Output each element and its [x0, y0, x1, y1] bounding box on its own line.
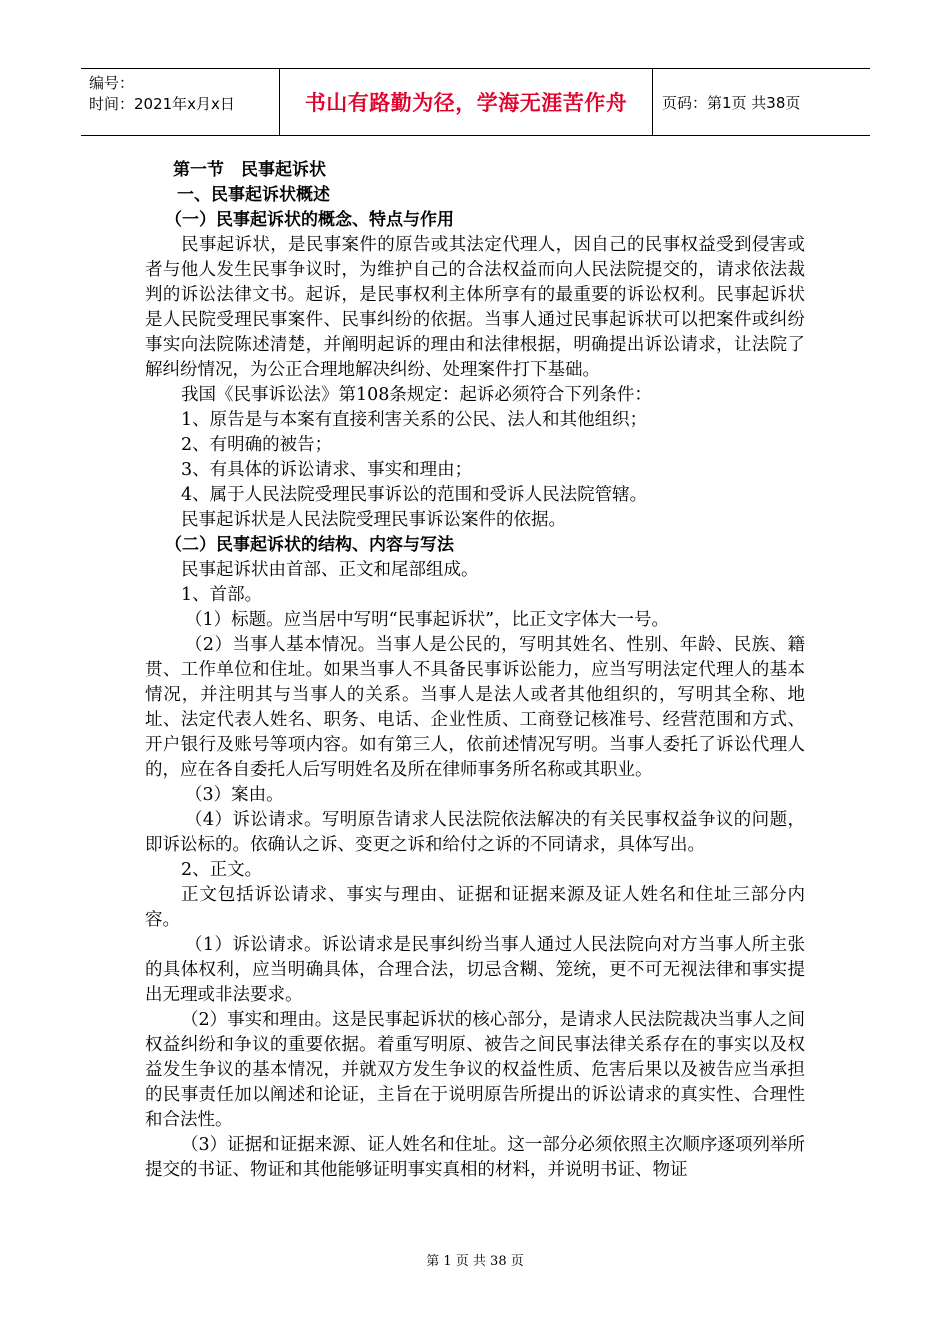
list-item: 4、属于人民法院受理民事诉讼的范围和受诉人民法院管辖。: [181, 485, 648, 505]
list-item: 2、有明确的被告；: [181, 435, 333, 455]
document-number-label: 编号：: [89, 74, 135, 92]
header-motto: 书山有路勤为径，学海无涯苦作舟: [280, 69, 653, 135]
list-item: 1、原告是与本案有直接利害关系的公民、法人和其他组织；: [181, 410, 648, 430]
subheading-structure: （二）民事起诉状的结构、内容与写法: [165, 535, 454, 555]
paragraph: （4）诉讼请求。写明原告请求人民法院依法解决的有关民事权益争议的问题，即诉讼标的。依确认之诉、变更之诉和给付之诉的不同请求，具体写出。: [145, 810, 805, 855]
list-item: 3、有具体的诉讼请求、事实和理由；: [181, 460, 473, 480]
paragraph: 民事起诉状由首部、正文和尾部组成。: [181, 560, 479, 580]
document-body: [145, 158, 805, 1183]
paragraph: 民事起诉状，是民事案件的原告或其法定代理人，因自己的民事权益受到侵害或者与他人发生民事争议时，为维护自己的合法权益而向人民法院提交的，请求依法裁判的诉讼法律文书。起诉，是民事权利主体所享有的最重要的诉讼权利。民事起诉状是人民院受理民事案件、民事纠纷的依据。当事人通过民事起诉状可以把案件或纠纷事实向法院陈述清楚，并阐明起诉的理由和法律根据，明确提出诉讼请求，让法院了解纠纷情况，为公正合理地解决纠纷、处理案件打下基础。: [145, 235, 805, 380]
subheading-concept: （一）民事起诉状的概念、特点与作用: [165, 210, 454, 230]
header-meta: [81, 69, 280, 135]
header-page-info: 页码：第1页 共38页: [662, 93, 801, 112]
paragraph: （2）事实和理由。这是民事起诉状的核心部分，是请求人民法院裁决当事人之间权益纠纷和争议的重要依据。着重写明原、被告之间民事法律关系存在的事实以及权益发生争议的基本情况，并就双方发生争议的权益性质、危害后果以及被告应当承担的民事责任加以阐述和论证，主旨在于说明原告所提出的诉讼请求的真实性、合理性和合法性。: [145, 1010, 805, 1130]
paragraph: （3）案由。: [185, 785, 284, 805]
paragraph: 2、正文。: [181, 860, 263, 880]
paragraph: （3）证据和证据来源、证人姓名和住址。这一部分必须依照主次顺序逐项列举所提交的书证、物证和其他能够证明事实真相的材料，并说明书证、物证: [145, 1135, 805, 1180]
paragraph: （1）标题。应当居中写明“民事起诉状”，比正文字体大一号。: [185, 610, 670, 630]
section-title: 第一节 民事起诉状: [173, 160, 326, 180]
page-footer: 第 1 页 共 38 页: [426, 1254, 524, 1269]
paragraph: 民事起诉状是人民法院受理民事诉讼案件的依据。: [181, 510, 566, 530]
paragraph: （2）当事人基本情况。当事人是公民的，写明其姓名、性别、年龄、民族、籍贯、工作单位和住址。如果当事人不具备民事诉讼能力，应当写明法定代理人的基本情况，并注明其与当事人的关系。当事人是法人或者其他组织的，写明其全称、地址、法定代表人姓名、职务、电话、企业性质、工商登记核准号、经营范围和方式、开户银行及账号等项内容。如有第三人，依前述情况写明。当事人委托了诉讼代理人的，应在各自委托人后写明姓名及所在律师事务所名称或其职业。: [145, 635, 805, 780]
page-header: [81, 68, 870, 136]
paragraph: （1）诉讼请求。诉讼请求是民事纠纷当事人通过人民法院向对方当事人所主张的具体权利，应当明确具体，合理合法，切忌含糊、笼统，更不可无视法律和事实提出无理或非法要求。: [145, 935, 805, 1005]
heading-overview: 一、民事起诉状概述: [177, 185, 330, 205]
paragraph: 1、首部。: [181, 585, 263, 605]
document-time-label: 时间：2021年x月x日: [89, 95, 235, 113]
paragraph: 我国《民事诉讼法》第108条规定：起诉必须符合下列条件：: [181, 385, 652, 405]
paragraph: 正文包括诉讼请求、事实与理由、证据和证据来源及证人姓名和住址三部分内容。: [145, 885, 805, 930]
